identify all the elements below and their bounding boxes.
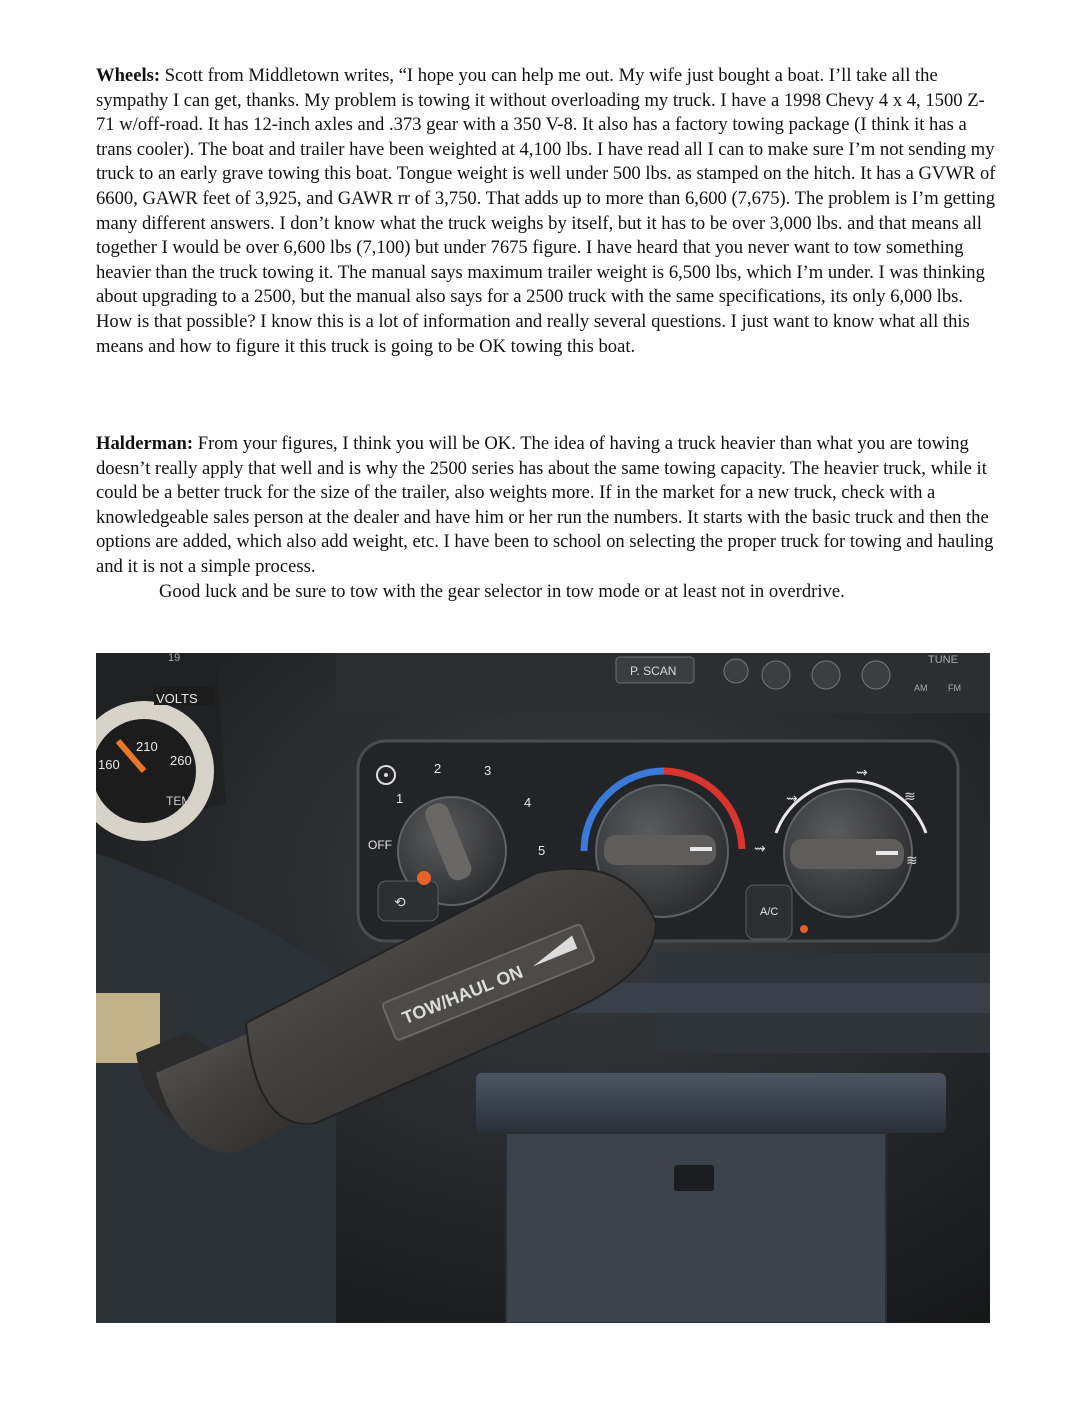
ac-button-label: A/C xyxy=(760,906,779,918)
radio-knob-1[interactable] xyxy=(724,659,748,683)
radio-knob-4[interactable] xyxy=(862,661,890,689)
fan-speed-3-label: 3 xyxy=(484,763,492,778)
ac-indicator-light xyxy=(800,925,808,933)
radio-knob-3[interactable] xyxy=(812,661,840,689)
question-paragraph xyxy=(96,64,1000,359)
windshield-defrost-icon: ≋ xyxy=(906,852,918,868)
gauge-160-label: 160 xyxy=(98,757,120,772)
p-scan-label: P. SCAN xyxy=(630,664,677,678)
lower-tray xyxy=(476,1073,946,1133)
fan-off-label: OFF xyxy=(368,838,392,852)
question-text: Scott from Middletown writes, “I hope you can help me out. My wife just bought a boat. I’ll take all the sympathy I can get, thanks. My problem is towing it without overloading my truck. I have a 1998 Chevy 4 x 4, 1500 Z-71 w/off-road. It has 12-inch axles and .373 gear with a 350 V-8. It also has a factory towing package (I think it has a trans cooler). The boat and trailer have been weighted at 4,100 lbs. I have read all I can to make sure I’m not sending my truck to an early grave towing this boat. Tongue weight is well under 500 lbs. as stamped on the hitch. It has a GVWR of 6600, GAWR feet of 3,925, and GAWR rr of 3,750. That adds up to more than 6,600 (7,675). The problem is I’m getting many different answers. I don’t know what the truck weighs by itself, but it has to be over 3,000 lbs. and that means all together I would be over 6,600 lbs (7,100) but under 7675 figure. I have heard that you never want to tow something heavier than the truck towing it. The manual says maximum trailer weight is 6,500 lbs, which I’m under. I was thinking about upgrading to a 2500, but the manual also says for a 2500 truck with the same specifications, its only 6,000 lbs. How is that possible? I know this is a lot of information and really several questions. I just want to know what all this means and how to figure it this truck is going to be OK towing this boat. xyxy=(96,65,996,357)
radio-am-label: AM xyxy=(914,683,928,693)
tow-haul-label: TOW/HAUL ON xyxy=(399,961,526,1029)
gauge-260-label: 260 xyxy=(170,753,192,768)
answer-label: Halderman: xyxy=(96,433,194,454)
dashboard-illustration xyxy=(96,653,990,1323)
ashtray-slot xyxy=(674,1165,714,1191)
fan-speed-5-label: 5 xyxy=(538,843,546,858)
recirculation-button[interactable] xyxy=(378,881,438,921)
answer-paragraph xyxy=(96,432,1000,604)
floor-mode-icon: ⇝ xyxy=(754,840,766,856)
radio-knob-2[interactable] xyxy=(762,661,790,689)
radio-tune-label: TUNE xyxy=(928,654,958,666)
bilevel-mode-icon: ⇝ xyxy=(856,764,868,780)
dashboard-photo xyxy=(96,653,990,1323)
fan-speed-4-label: 4 xyxy=(524,795,532,810)
answer-text: From your figures, I think you will be OK. The idea of having a truck heavier than what you are towing doesn’t really apply that well and is why the 2500 series has about the same towing capacity. The heavier truck, while it could be a better truck for the size of the trailer, also weights more. If in the market for a new truck, check with a knowledgeable sales person at the dealer and have him or her run the numbers. It starts with the basic truck and then the options are added, which also add weight, etc. I have been to school on selecting the proper truck for towing and hauling and it is not a simple process. xyxy=(96,433,994,577)
ashtray-door[interactable] xyxy=(506,1133,886,1323)
gauge-210-label: 210 xyxy=(136,739,158,754)
radio-fm-label: FM xyxy=(948,683,961,693)
gauge-volts-label: VOLTS xyxy=(156,691,198,706)
vent-mode-icon: ⇝ xyxy=(786,790,798,806)
fan-speed-1-label: 1 xyxy=(396,791,404,806)
fan-speed-2-label: 2 xyxy=(434,761,442,776)
recirculation-icon: ⟲ xyxy=(394,894,406,910)
gauge-19-label: 19 xyxy=(168,653,181,664)
question-label: Wheels: xyxy=(96,65,161,86)
answer-closing: Good luck and be sure to tow with the gear selector in tow mode or at least not in overdrive. xyxy=(159,580,845,602)
defrost-mode-icon: ≋ xyxy=(904,788,916,804)
gauge-temp-label: TEM xyxy=(166,794,192,808)
indicator-light xyxy=(417,871,431,885)
